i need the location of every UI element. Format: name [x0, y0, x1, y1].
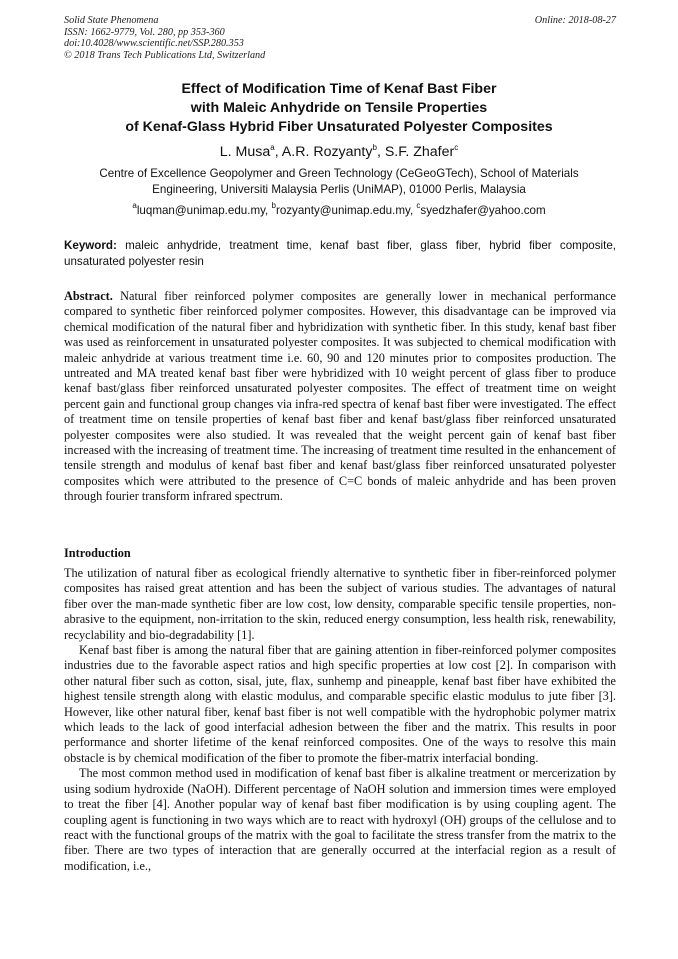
body-paragraph: The most common method used in modification of kenaf bast fiber is alkaline treatment or mercerization by using sodium hydroxide (NaOH). Different percentage of NaOH solution and immersion times were employed to treat the fiber [4]. Another popular way of kenaf bast fiber modification is by using coupling agent. The coupling agent is functioning in two ways which are to react with hydroxyl (OH) groups of the cellulose and to react with the functional groups of the matrix with the goal to facilitate the stress transfer from the matrix to the fiber. There are two types of interaction that are generally occurred at the interfacial region as a result of modification, i.e.,	[64, 766, 616, 873]
keywords-label: Keyword:	[64, 239, 117, 252]
author-name: S.F. Zhafer	[384, 144, 455, 160]
keywords-block	[64, 238, 616, 270]
affiliation-line: Centre of Excellence Geopolymer and Green Technology (CeGeoGTech), School of Materials	[99, 167, 579, 180]
email-link[interactable]: luqman@unimap.edu.my	[136, 204, 266, 217]
author-mark: c	[454, 143, 459, 152]
affiliation	[40, 166, 638, 198]
title-line: with Maleic Anhydride on Tensile Properties	[190, 100, 488, 116]
doi-line: doi:10.4028/www.scientific.net/SSP.280.353	[64, 38, 244, 50]
author-name: L. Musa	[219, 144, 271, 160]
journal-name: Solid State Phenomena	[64, 15, 159, 26]
paper-title	[40, 80, 638, 137]
introduction-body	[64, 566, 616, 874]
abstract-block	[64, 289, 616, 505]
journal-header	[64, 15, 265, 61]
title-line: of Kenaf-Glass Hybrid Fiber Unsaturated Polyester Composites	[125, 119, 553, 135]
body-paragraph: The utilization of natural fiber as ecological friendly alternative to synthetic fiber in fiber-reinforced polymer composites has raised great attention and has been the subject of various studies. The advantages of natural fiber over the man-made synthetic fiber are low cost, low density, comparable specific tensile properties, non-abrasive to the equipment, non-irritation to the skin, reduced energy consumption, less health risk, renewability, recyclability and bio-degradability [1].	[64, 566, 616, 642]
email-mark: c	[416, 201, 421, 210]
author-name: A.R. Rozyanty	[281, 144, 373, 160]
keywords-text: maleic anhydride, treatment time, kenaf bast fiber, glass fiber, hybrid fiber composite, unsaturated polyester resin	[64, 239, 616, 268]
body-paragraph: Kenaf bast fiber is among the natural fiber that are gaining attention in fiber-reinforced polymer composites industries due to the favorable aspect ratios and high specific properties at low cost [2]. In comparison with other natural fiber such as cotton, sisal, jute, flax, sunhemp and pineapple, kenaf bast fiber have exhibited the highest tensile strength along with elastic modulus, and comparable specific elastic modulus to jute fiber [3]. However, like other natural fiber, kenaf bast fiber is not well compatible with the hydrophobic polymer matrix which leads to the lack of good interfacial adhesion between the fiber and the matrix. This results in poor performance and shorter lifetime of the kenaf reinforced composites. One of the ways to resolve this main obstacle is by chemical modification of the fiber to promote the fiber-matrix interfacial bonding.	[64, 643, 616, 765]
affiliation-line: Engineering, Universiti Malaysia Perlis (UniMAP), 01000 Perlis, Malaysia	[152, 183, 526, 196]
author-mark: a	[270, 143, 275, 152]
email-mark: b	[271, 201, 276, 210]
author-list: L. Musa$^a$, A.R. Rozyanty$^b$, S.F. Zhafer$^c$	[219, 143, 459, 160]
introduction-heading: Introduction	[64, 546, 131, 560]
copyright-line: © 2018 Trans Tech Publications Ltd, Switzerland	[64, 49, 266, 61]
issn-line: ISSN: 1662-9779, Vol. 280, pp 353-360	[64, 26, 225, 38]
email-link[interactable]: syedzhafer@yahoo.com	[420, 204, 546, 217]
online-date: Online: 2018-08-27	[534, 15, 616, 26]
abstract-text: Natural fiber reinforced polymer composites are generally lower in mechanical performance compared to synthetic fiber reinforced polymer composites. However, this disadvantage can be improved via chemical modification of the natural fiber and hybridization with synthetic fiber. In this study, kenaf bast fiber was used as reinforcement in unsaturated polyester composites. It was subjected to chemical modification with maleic anhydride at various treatment time i.e. 60, 90 and 120 minutes prior to composites production. The untreated and MA treated kenaf bast fiber were hybridized with 10 weight percent of glass fiber to produce kenaf bast/glass fiber reinforced unsaturated polyester composites. The effect of treatment time on weight percent gain and functional group changes via infra-red spectra of kenaf bast fiber were investigated. The effect of treatment time on tensile properties of kenaf bast fiber and kenaf bast/glass fiber reinforced unsaturated polyester composites were also studied. It was revealed that the weight percent gain of kenaf bast fiber increased with the increasing of treatment time. The increasing of treatment time resulted in the enhancement of tensile strength and modulus of kenaf bast fiber and kenaf bast/glass fiber reinforced unsaturated polyester composites which were attributed to the presence of C=C bonds of maleic anhydride and has been proven through fourier transform infrared spectrum.	[64, 289, 617, 504]
title-line: Effect of Modification Time of Kenaf Bast Fiber	[181, 81, 497, 97]
email-mark: a	[132, 201, 137, 210]
abstract-label: Abstract.	[64, 289, 113, 303]
email-list: $^a$luqman@unimap.edu.my, $^b$rozyanty@unimap.edu.my, $^c$syedzhafer@yahoo.com	[132, 201, 546, 217]
author-mark: b	[372, 143, 377, 152]
email-link[interactable]: rozyanty@unimap.edu.my	[275, 204, 410, 217]
